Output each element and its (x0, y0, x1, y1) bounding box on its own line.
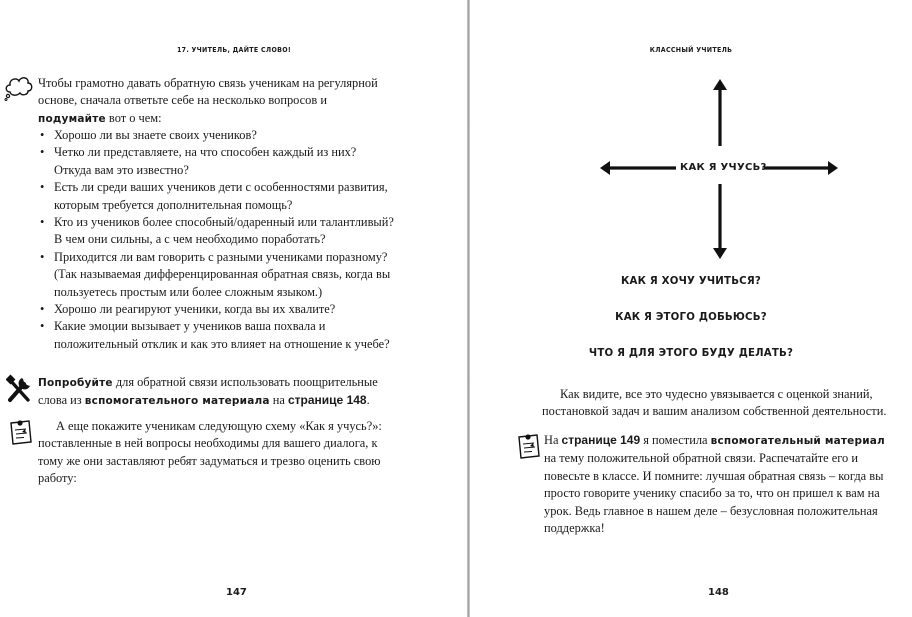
pinned-note-icon (516, 432, 542, 460)
summary-paragraph: Как видите, все это чудесно увязывается с оценкой знаний, постановкой задач и вашим анализом собственной деятельности. (542, 387, 887, 419)
tip-paragraph (38, 374, 394, 411)
note-paragraph: А еще покажите ученикам следующую схему «Как я учусь?»: поставленные в ней вопросы необходимы для вашего диалога, к тому же они заставляют ребят задуматься и трезво оценить свою работу: (38, 419, 382, 486)
question-2: КАК Я ЭТОГО ДОБЬЮСЬ? (615, 312, 767, 323)
list-item: • Четко ли представляете, на что способен каждый из них? Откуда вам это известно? (38, 144, 394, 179)
note-text-mid: я поместила (640, 433, 711, 447)
tip-accent-try: Попробуйте (38, 377, 113, 389)
tools-icon (6, 374, 34, 404)
running-head-left: 17. УЧИТЕЛЬ, ДАЙТЕ СЛОВО! (176, 46, 292, 54)
tip-page-ref: странице 148 (288, 393, 367, 408)
right-page (470, 0, 912, 617)
arrow-left-icon (600, 161, 610, 175)
question-3: ЧТО Я ДЛЯ ЭТОГО БУДУ ДЕЛАТЬ? (588, 348, 794, 359)
pinned-note-icon (8, 418, 34, 446)
page-number-left: 147 (226, 587, 247, 598)
list-item: • Хорошо ли реагируют ученики, когда вы их хвалите? (38, 301, 394, 318)
intro-accent: подумайте (38, 112, 106, 125)
list-item: • Хорошо ли вы знаете своих учеников? (38, 127, 394, 144)
tip-text-end: . (366, 393, 370, 408)
arrow-up-icon (713, 79, 727, 90)
list-item: • Приходится ли вам говорить с разными учениками поразному? (Так называемая дифференцированная обратная связь, когда вы пользуетесь простым или более сложным языком.) (38, 249, 394, 301)
note-text: На (544, 433, 562, 447)
list-item: • Есть ли среди ваших учеников дети с особенностями развития, которым требуется дополнительная помощь? (38, 179, 394, 214)
arrow-right-icon (828, 161, 838, 175)
question-1: КАК Я ХОЧУ УЧИТЬСЯ? (621, 276, 761, 287)
page-number-right: 148 (708, 587, 729, 598)
running-head-right: КЛАССНЫЙ УЧИТЕЛЬ (649, 46, 733, 54)
note-text-end: на тему положительной обратной связи. Распечатайте его и повесьте в классе. И помните: лучшая обратная связь – когда вы просто говорите ученику спасибо за то, что он пришел к вам на урок. Ведь главное в нашем деле – безусловная положительная поддержка! (544, 451, 884, 536)
thought-cloud-icon (4, 75, 34, 101)
tip-text-on: на (269, 393, 288, 408)
intro-paragraph (38, 75, 394, 128)
list-item: • Какие эмоции вызывает у учеников ваша похвала и положительный отклик и как это влияет на отношение к учебе? (38, 318, 394, 353)
diagram-center-label: КАК Я УЧУСЬ? (680, 162, 767, 173)
question-list (38, 127, 394, 353)
intro-text-end: вот о чем: (105, 110, 162, 125)
note-accent-material: вспомогательный материал (710, 435, 885, 447)
material-note-paragraph (544, 432, 890, 537)
list-item: • Кто из учеников более способный/одаренный или талантливый? В чем они сильны, а с чем необходимо поработать? (38, 214, 394, 249)
tip-text: для обратной связи использовать поощрительные слова из (38, 375, 378, 408)
tip-accent-material: вспомогательного материала (84, 395, 270, 408)
note-page-ref: странице 149 (561, 433, 641, 447)
arrow-down-icon (713, 248, 727, 259)
intro-text: Чтобы грамотно давать обратную связь ученикам на регулярной основе, сначала ответьте себе на несколько вопросов и (38, 76, 378, 108)
